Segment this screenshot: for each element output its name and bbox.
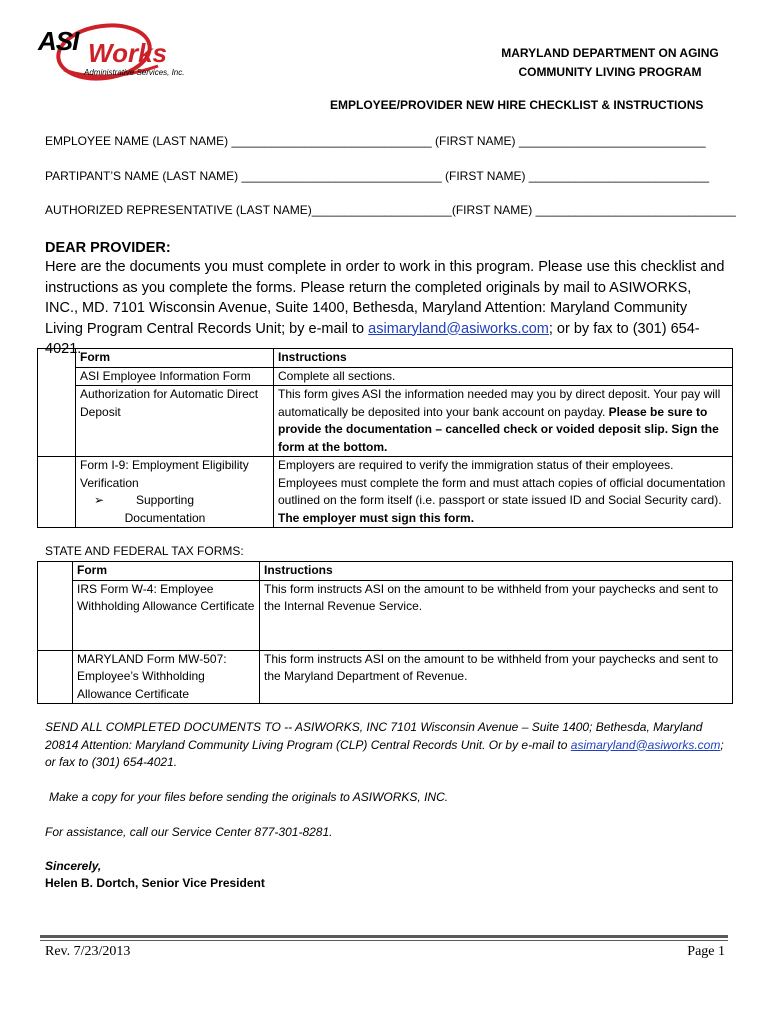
page-number: Page 1	[687, 944, 725, 959]
signer-name: Helen B. Dortch, Senior Vice President	[45, 876, 265, 890]
checklist-table	[37, 348, 733, 528]
sub-item-label: Supporting Documentation	[124, 493, 206, 525]
checkbox-cell[interactable]	[38, 650, 73, 704]
revision-date: Rev. 7/23/2013	[45, 944, 131, 959]
instructions-cell: Complete all sections.	[274, 367, 733, 386]
header-line-2: COMMUNITY LIVING PROGRAM	[518, 65, 702, 79]
dear-provider-heading: DEAR PROVIDER:	[45, 240, 171, 256]
sub-item	[80, 492, 269, 527]
col-instructions-header: Instructions	[260, 562, 733, 581]
form-cell	[76, 457, 274, 528]
copy-note: Make a copy for your files before sending the originals to ASIWORKS, INC.	[49, 790, 449, 804]
representative-name-field[interactable]: AUTHORIZED REPRESENTATIVE (LAST NAME)_____________________(FIRST NAME) ______________________________	[45, 203, 736, 217]
checkbox-cell[interactable]	[38, 457, 76, 528]
instructions-bold-text: The employer must sign this form.	[278, 510, 475, 525]
instructions-text: Employers are required to verify the immigration status of their employees. Employees must complete the form and must attach copies of official documentation outlined on the form itself (i.e. passport or state issued ID and Social Security card).	[278, 458, 726, 507]
form-cell: IRS Form W-4: Employee Withholding Allowance Certificate	[73, 580, 260, 650]
footer-rule	[40, 935, 728, 938]
send-instructions	[45, 719, 735, 772]
col-instructions-header: Instructions	[274, 349, 733, 368]
footer-rule-thin	[40, 940, 728, 941]
instructions-cell	[274, 386, 733, 457]
send-email-link[interactable]: asimaryland@asiworks.com	[570, 737, 721, 752]
send-tail: ; or fax to (301) 654-4021.	[45, 737, 724, 769]
form-cell: Authorization for Automatic Direct Deposit	[76, 386, 274, 457]
page-subtitle: EMPLOYEE/PROVIDER NEW HIRE CHECKLIST & INSTRUCTIONS	[330, 98, 704, 112]
instructions-cell: This form instructs ASI on the amount to be withheld from your paychecks and sent to the Maryland Department of Revenue.	[260, 650, 733, 704]
checkbox-cell[interactable]	[38, 349, 76, 457]
form-name: Form I-9: Employment Eligibility Verification	[80, 458, 249, 490]
intro-paragraph	[45, 257, 725, 360]
checkbox-cell[interactable]	[38, 562, 73, 651]
logo-tagline: Administrative Services, Inc.	[84, 68, 185, 77]
intro-body: Here are the documents you must complete in order to work in this program. Please use this checklist and instructions as you complete the forms. Please return the completed originals by mail to ASIWORKS, INC., MD. 7101 Wisconsin Avenue, Suite 1400, Bethesda, Maryland Attention: Maryland Community Living Program Central Records Unit; by e-mail to	[45, 259, 725, 337]
form-cell: ASI Employee Information Form	[76, 367, 274, 386]
sincerely: Sincerely,	[45, 859, 102, 873]
tax-forms-caption: STATE AND FEDERAL TAX FORMS:	[45, 544, 244, 558]
employee-name-field[interactable]: EMPLOYEE NAME (LAST NAME) ______________________________ (FIRST NAME) ____________________________	[45, 134, 706, 148]
instructions-cell	[274, 457, 733, 528]
instructions-bold-text: Please be sure to provide the documentation – cancelled check or voided deposit slip. Sign the form at the bottom.	[278, 404, 719, 454]
send-text: SEND ALL COMPLETED DOCUMENTS TO -- ASIWORKS, INC 7101 Wisconsin Avenue – Suite 1400; Bethesda, Maryland 20814 Attention: Maryland Community Living Program (CLP) Central Records Unit. Or by e-mail to	[45, 720, 703, 752]
header-line-1: MARYLAND DEPARTMENT ON AGING	[501, 46, 719, 60]
form-cell: MARYLAND Form MW-507: Employee’s Withholding Allowance Certificate	[73, 650, 260, 704]
arrow-bullet-icon: ➢	[94, 493, 105, 507]
intro-email-link[interactable]: asimaryland@asiworks.com	[368, 320, 549, 337]
instructions-text: This form gives ASI the information needed may you by direct deposit. Your pay will automatically be deposited into your bank account on payday.	[278, 387, 721, 419]
logo-works-text: Works	[88, 38, 167, 68]
asiworks-logo	[36, 22, 186, 84]
assistance-note: For assistance, call our Service Center 877-301-8281.	[45, 825, 333, 839]
col-form-header: Form	[73, 562, 260, 581]
instructions-cell: This form instructs ASI on the amount to be withheld from your paychecks and sent to the Internal Revenue Service.	[260, 580, 733, 650]
logo-asi-text: ASI	[38, 26, 79, 56]
col-form-header: Form	[76, 349, 274, 368]
intro-tail: ; or by fax to (301) 654-4021.	[45, 320, 700, 357]
participant-name-field[interactable]: PARTIPANT’S NAME (LAST NAME) ______________________________ (FIRST NAME) ___________________________	[45, 169, 709, 183]
tax-forms-table	[37, 561, 733, 704]
